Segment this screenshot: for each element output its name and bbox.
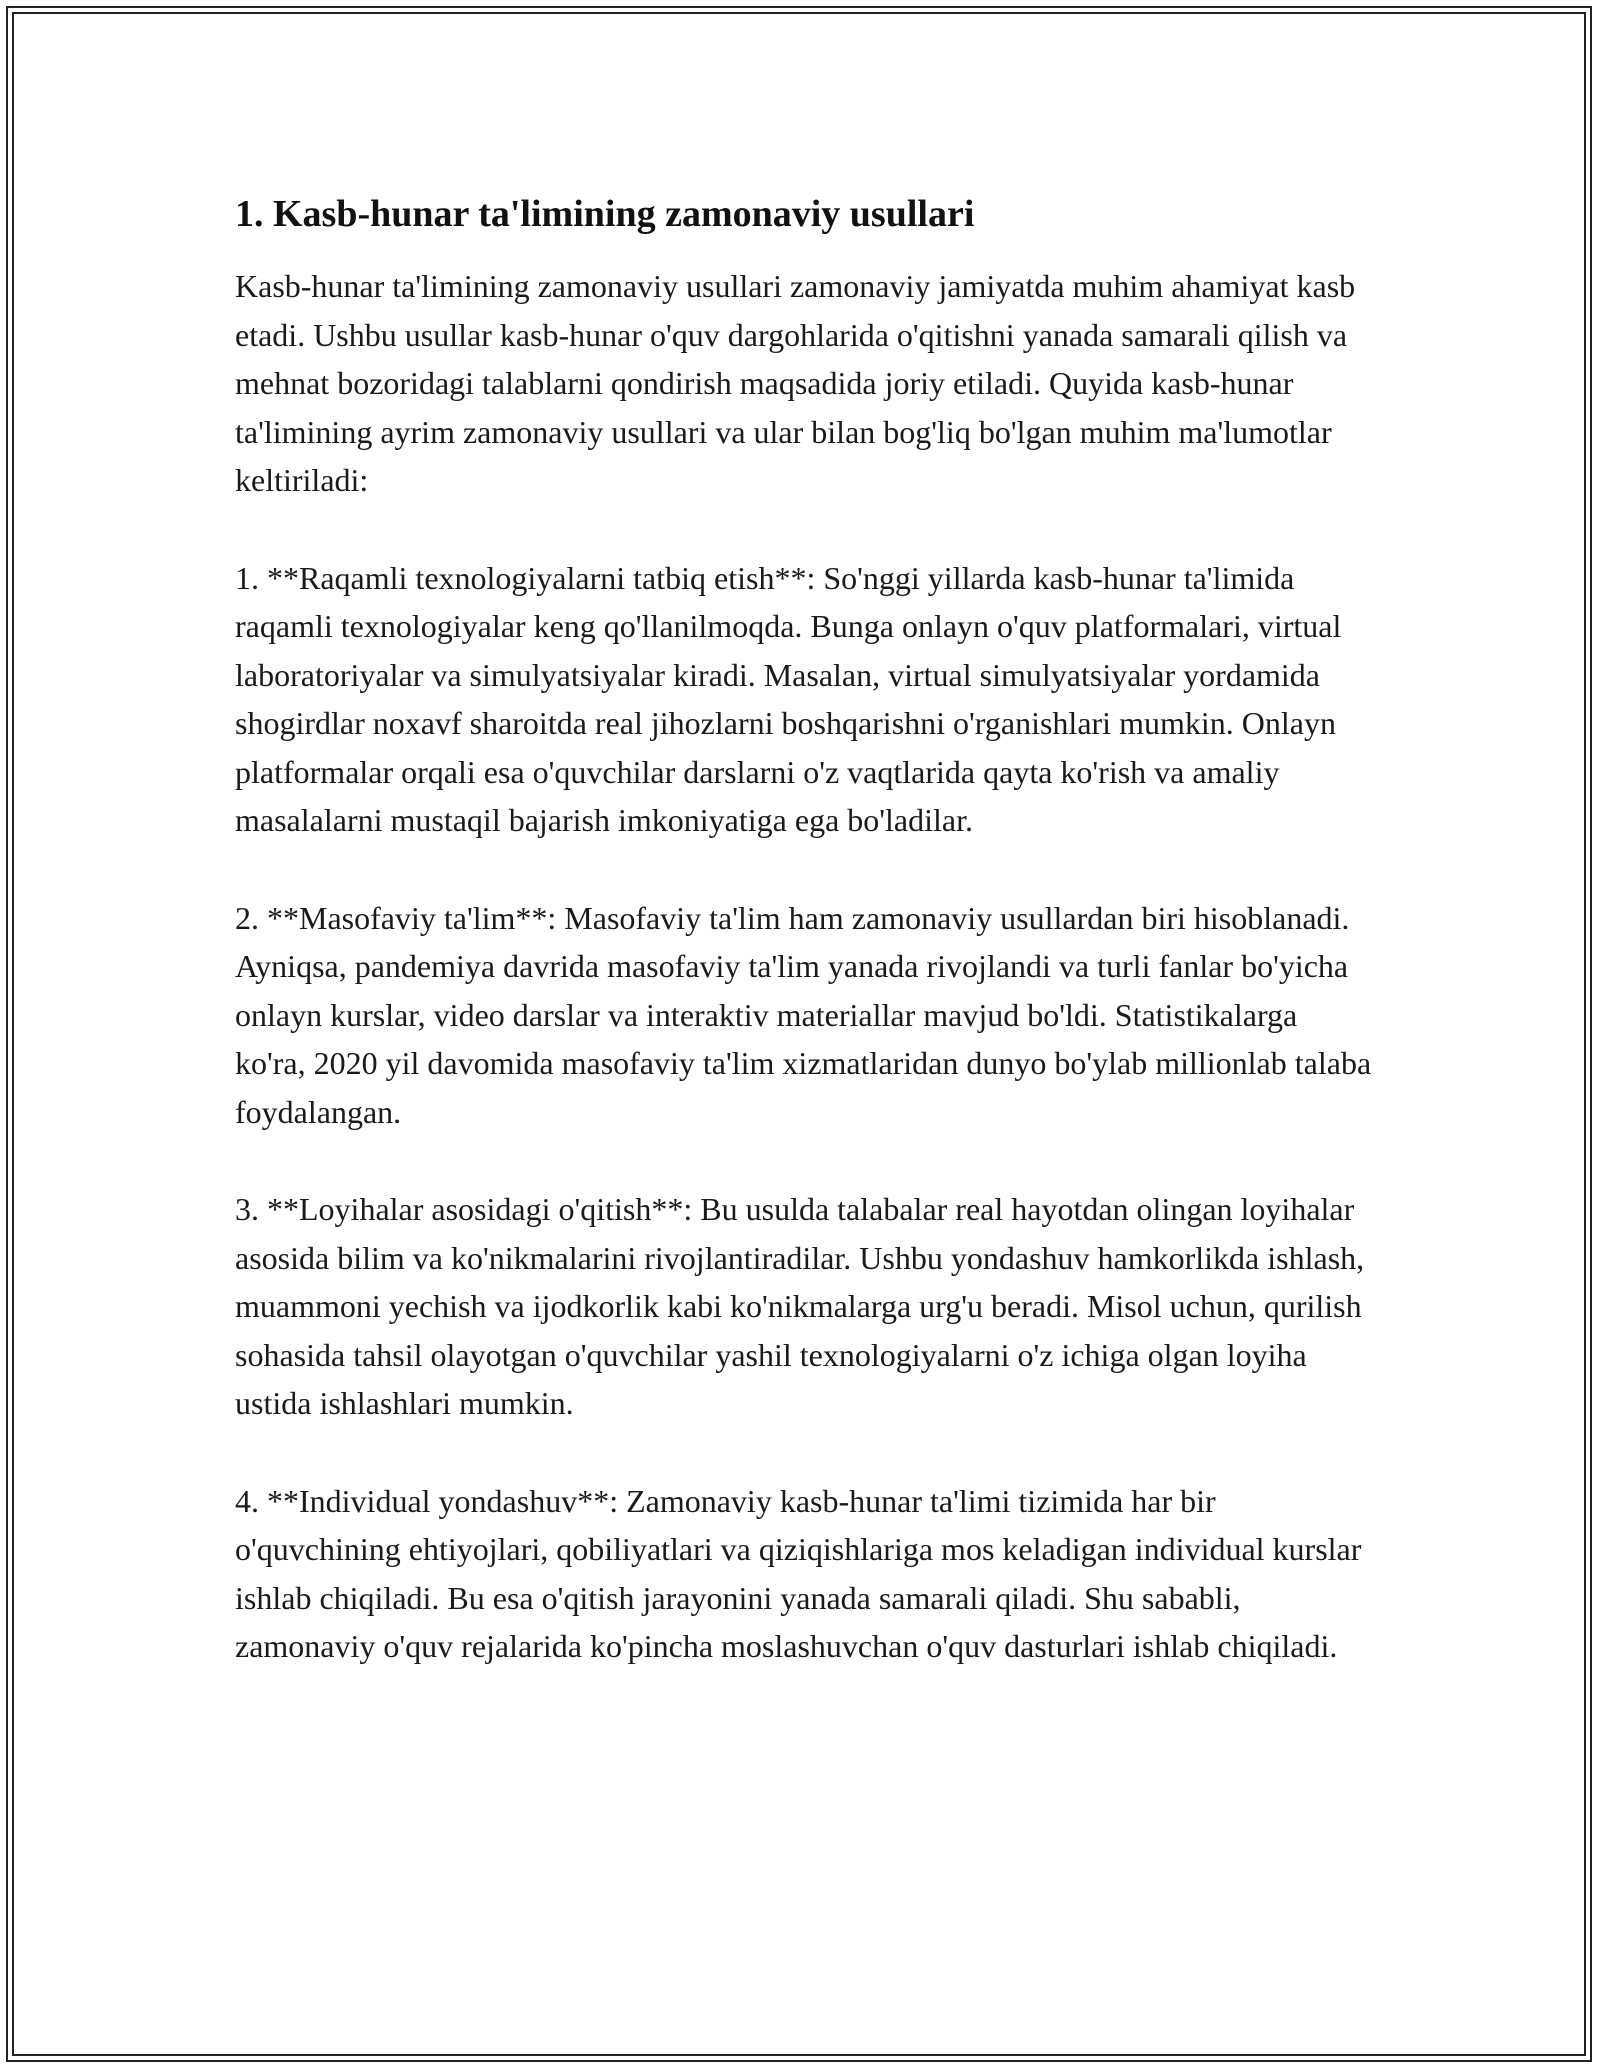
paragraph-project-based-learning: 3. **Loyihalar asosidagi o'qitish**: Bu usulda talabalar real hayotdan olingan loyihalar asosida bilim va ko'nikmalarini rivojlantiradilar. Ushbu yondashuv hamkorlikda ishlash, muammoni yechish va ijodkorlik kabi ko'nikmalarga urg'u beradi. Misol uchun, qurilish sohasida tahsil olayotgan o'quvchilar yashil texnologiyalarni o'z ichiga olgan loyiha ustida ishlashlari mumkin. <box>235 1191 1365 1421</box>
intro-paragraph: Kasb-hunar ta'limining zamonaviy usullari zamonaviy jamiyatda muhim ahamiyat kasb etadi. Ushbu usullar kasb-hunar o'quv dargohlarida o'qitishni yanada samarali qilish va mehnat bozoridagi talablarni qondirish maqsadida joriy etiladi. Quyida kasb-hunar ta'limining ayrim zamonaviy usullari va ular bilan bog'liq bo'lgan muhim ma'lumotlar keltiriladi: <box>235 268 1356 498</box>
paragraph-digital-technologies: 1. **Raqamli texnologiyalarni tatbiq etish**: So'nggi yillarda kasb-hunar ta'limida raqamli texnologiyalar keng qo'llanilmoqda. Bunga onlayn o'quv platformalari, virtual laboratoriyalar va simulyatsiyalar kiradi. Masalan, virtual simulyatsiyalar yordamida shogirdlar noxavf sharoitda real jihozlarni boshqarishni o'rganishlari mumkin. Onlayn platformalar orqali esa o'quvchilar darslarni o'z vaqtlarida qayta ko'rish va amaliy masalalarni mustaqil bajarish imkoniyatiga ega bo'ladilar. <box>235 559 1342 838</box>
paragraph-individual-approach: 4. **Individual yondashuv**: Zamonaviy kasb-hunar ta'limi tizimida har bir o'quvchining ehtiyojlari, qobiliyatlari va qiziqishlariga mos keladigan individual kurslar ishlab chiqiladi. Bu esa o'qitish jarayonini yanada samarali qiladi. Shu sababli, zamonaviy o'quv rejalarida ko'pincha moslashuvchan o'quv dasturlari ishlab chiqiladi. <box>235 1482 1362 1664</box>
document-body <box>235 188 1375 1720</box>
paragraph-distance-learning: 2. **Masofaviy ta'lim**: Masofaviy ta'lim ham zamonaviy usullardan biri hisoblanadi. Ayniqsa, pandemiya davrida masofaviy ta'lim yanada rivojlandi va turli fanlar bo'yicha onlayn kurslar, video darslar va interaktiv materiallar mavjud bo'ldi. Statistikalarga ko'ra, 2020 yil davomida masofaviy ta'lim xizmatlaridan dunyo bo'ylab millionlab talaba foydalangan. <box>235 899 1372 1130</box>
section-title: 1. Kasb-hunar ta'limining zamonaviy usullari <box>235 193 975 235</box>
